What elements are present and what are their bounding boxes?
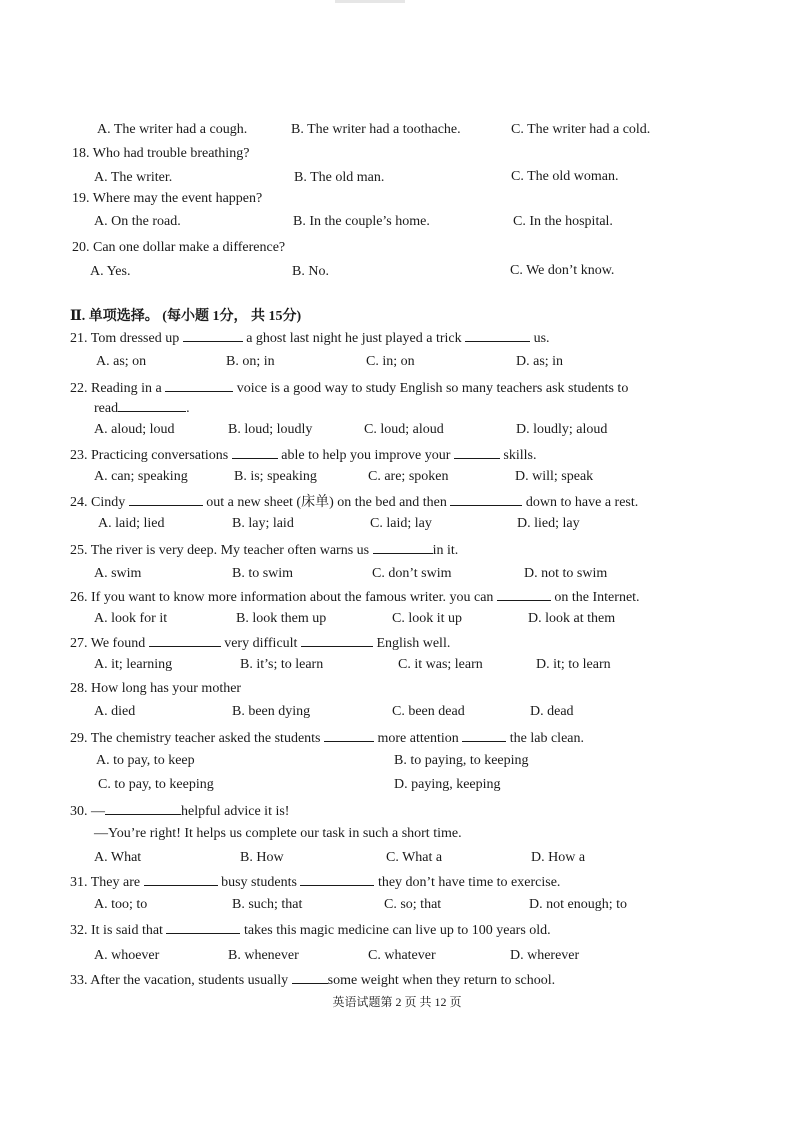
q18-option-b: B. The old man.: [294, 170, 385, 185]
q26-text: If you want to know more information about the famous writer. you can: [91, 590, 494, 605]
q33-stem: [70, 970, 555, 990]
q29-number: 29.: [70, 731, 88, 746]
q31-option-d: D. not enough; to: [529, 897, 627, 912]
q30-reply: —You’re right! It helps us complete our task in such a short time.: [94, 826, 462, 841]
q19-stem: 19. Where may the event happen?: [72, 191, 263, 206]
q21-number: 21.: [70, 331, 88, 346]
section-heading: Ⅱ. 单项选择。 (每小题 1分， 共 15分): [70, 309, 302, 324]
q21-option-d: D. as; in: [516, 354, 564, 369]
q23-blank-2: [454, 445, 500, 459]
q21-option-a: A. as; on: [96, 354, 147, 369]
q30-option-a: A. What: [94, 850, 142, 865]
q32-text: It is said that: [91, 923, 163, 938]
q29-text: The chemistry teacher asked the students: [90, 731, 321, 746]
q29-blank-2: [462, 728, 506, 742]
q25-option-c: C. don’t swim: [372, 566, 452, 581]
q24-text: out a new sheet (床单) on the bed and then: [206, 495, 447, 510]
q33-text: After the vacation, students usually: [90, 973, 289, 988]
q26-blank-1: [497, 587, 551, 601]
q27-text: We found: [90, 636, 146, 651]
scan-mark: [335, 0, 405, 3]
q20-option-b: B. No.: [292, 264, 329, 279]
q30-number: 30.: [70, 804, 88, 819]
q31-blank-2: [300, 872, 374, 886]
q27-option-a: A. it; learning: [94, 657, 173, 672]
q20-stem: 20. Can one dollar make a difference?: [72, 240, 286, 255]
q28-option-b: B. been dying: [232, 704, 311, 719]
q17-option-a: A. The writer had a cough.: [97, 122, 248, 137]
q24-blank-2: [450, 492, 522, 506]
q21-text: a ghost last night he just played a trick: [246, 331, 462, 346]
q21-option-c: C. in; on: [366, 354, 415, 369]
q24-option-c: C. laid; lay: [370, 516, 432, 531]
q27-text: very difficult: [224, 636, 298, 651]
q23-stem: [70, 445, 536, 465]
q20-option-a: A. Yes.: [90, 264, 131, 279]
q18-stem: 18. Who had trouble breathing?: [72, 146, 250, 161]
q25-option-b: B. to swim: [232, 566, 294, 581]
q33-number: 33.: [70, 973, 88, 988]
q21-text: Tom dressed up: [90, 331, 180, 346]
q26-stem: [70, 587, 640, 607]
q22-blank-1: [165, 378, 233, 392]
q19-option-a: A. On the road.: [94, 214, 181, 229]
q28-text: How long has your mother: [91, 681, 242, 696]
q25-option-a: A. swim: [94, 566, 142, 581]
q29-text: more attention: [377, 731, 459, 746]
q27-text: English well.: [376, 636, 451, 651]
q27-number: 27.: [70, 636, 88, 651]
q31-option-b: B. such; that: [232, 897, 303, 912]
q29-stem: [70, 728, 584, 748]
q26-text: on the Internet.: [554, 590, 640, 605]
q22-text: voice is a good way to study English so many teachers ask students to: [236, 381, 629, 396]
q31-option-a: A. too; to: [94, 897, 148, 912]
q19-option-c: C. In the hospital.: [513, 214, 613, 229]
q24-blank-1: [129, 492, 203, 506]
q27-blank-1: [149, 633, 221, 647]
q23-number: 23.: [70, 448, 88, 463]
q22-stem-cont: [94, 398, 190, 418]
q21-stem: [70, 328, 550, 348]
q23-option-c: C. are; spoken: [368, 469, 449, 484]
q30-text: helpful advice it is!: [181, 804, 290, 819]
q22-text: Reading in a: [91, 381, 162, 396]
q25-text: The river is very deep. My teacher often warns us: [90, 543, 370, 558]
q33-text: some weight when they return to school.: [327, 973, 556, 988]
q25-number: 25.: [70, 543, 88, 558]
q32-stem: [70, 920, 551, 940]
q23-option-d: D. will; speak: [515, 469, 594, 484]
q21-blank-1: [183, 328, 243, 342]
q23-text: skills.: [503, 448, 537, 463]
q28-option-c: C. been dead: [392, 704, 465, 719]
q17-option-b: B. The writer had a toothache.: [291, 122, 461, 137]
q27-option-c: C. it was; learn: [398, 657, 483, 672]
q30-option-c: C. What a: [386, 850, 443, 865]
q22-blank-2: [118, 398, 186, 412]
q22-option-c: C. loud; aloud: [364, 422, 444, 437]
q29-option-b: B. to paying, to keeping: [394, 753, 529, 768]
q32-option-c: C. whatever: [368, 948, 436, 963]
q25-stem: [70, 540, 458, 560]
q32-option-d: D. wherever: [510, 948, 580, 963]
q30-option-b: B. How: [240, 850, 284, 865]
q31-number: 31.: [70, 875, 88, 890]
q24-text: Cindy: [91, 495, 126, 510]
q32-number: 32.: [70, 923, 88, 938]
q22-text: .: [186, 401, 190, 416]
q22-option-b: B. loud; loudly: [228, 422, 313, 437]
q30-stem: [70, 801, 289, 821]
q31-text: they don’t have time to exercise.: [377, 875, 561, 890]
q27-option-d: D. it; to learn: [536, 657, 611, 672]
q28-number: 28.: [70, 681, 88, 696]
q19-option-b: B. In the couple’s home.: [293, 214, 430, 229]
q28-stem: [70, 680, 241, 698]
q22-text: read: [94, 401, 119, 416]
q22-number: 22.: [70, 381, 88, 396]
q22-option-d: D. loudly; aloud: [516, 422, 608, 437]
q22-option-a: A. aloud; loud: [94, 422, 175, 437]
q24-text: down to have a rest.: [525, 495, 639, 510]
q25-blank-1: [373, 540, 433, 554]
q26-option-d: D. look at them: [528, 611, 616, 626]
q29-option-c: C. to pay, to keeping: [98, 777, 214, 792]
q31-text: busy students: [221, 875, 297, 890]
q30-blank-1: [105, 801, 181, 815]
q23-option-b: B. is; speaking: [234, 469, 317, 484]
q30-option-d: D. How a: [531, 850, 586, 865]
q31-blank-1: [144, 872, 218, 886]
q31-option-c: C. so; that: [384, 897, 442, 912]
q30-dash: —: [91, 804, 105, 819]
q21-option-b: B. on; in: [226, 354, 275, 369]
q24-option-a: A. laid; lied: [98, 516, 165, 531]
q21-blank-2: [465, 328, 530, 342]
q29-text: the lab clean.: [509, 731, 585, 746]
q22-stem: [70, 378, 628, 398]
q27-stem: [70, 633, 450, 653]
q32-option-a: A. whoever: [94, 948, 160, 963]
q32-text: takes this magic medicine can live up to 100 years old.: [243, 923, 551, 938]
q33-blank-1: [292, 970, 328, 984]
q31-stem: [70, 872, 560, 892]
q23-blank-1: [232, 445, 278, 459]
q26-option-a: A. look for it: [94, 611, 168, 626]
q24-stem: [70, 492, 638, 512]
q28-option-a: A. died: [94, 704, 136, 719]
q26-option-b: B. look them up: [236, 611, 327, 626]
q29-option-a: A. to pay, to keep: [96, 753, 195, 768]
q17-option-c: C. The writer had a cold.: [511, 122, 651, 137]
q29-option-d: D. paying, keeping: [394, 777, 501, 792]
q24-option-b: B. lay; laid: [232, 516, 294, 531]
q28-option-d: D. dead: [530, 704, 574, 719]
q23-option-a: A. can; speaking: [94, 469, 188, 484]
page-footer: 英语试题第 2 页 共 12 页: [332, 995, 462, 1009]
q27-blank-2: [301, 633, 373, 647]
q32-option-b: B. whenever: [228, 948, 299, 963]
q26-number: 26.: [70, 590, 88, 605]
q29-blank-1: [324, 728, 374, 742]
q27-option-b: B. it’s; to learn: [240, 657, 324, 672]
q21-text: us.: [533, 331, 550, 346]
q18-option-a: A. The writer.: [94, 170, 173, 185]
q20-option-c: C. We don’t know.: [510, 263, 615, 278]
q32-blank-1: [166, 920, 240, 934]
q26-option-c: C. look it up: [392, 611, 463, 626]
q23-text: Practicing conversations: [91, 448, 229, 463]
q23-text: able to help you improve your: [281, 448, 451, 463]
q25-text: in it.: [432, 543, 459, 558]
q24-option-d: D. lied; lay: [517, 516, 580, 531]
q31-text: They are: [90, 875, 141, 890]
q24-number: 24.: [70, 495, 88, 510]
q18-option-c: C. The old woman.: [511, 169, 619, 184]
q25-option-d: D. not to swim: [524, 566, 608, 581]
